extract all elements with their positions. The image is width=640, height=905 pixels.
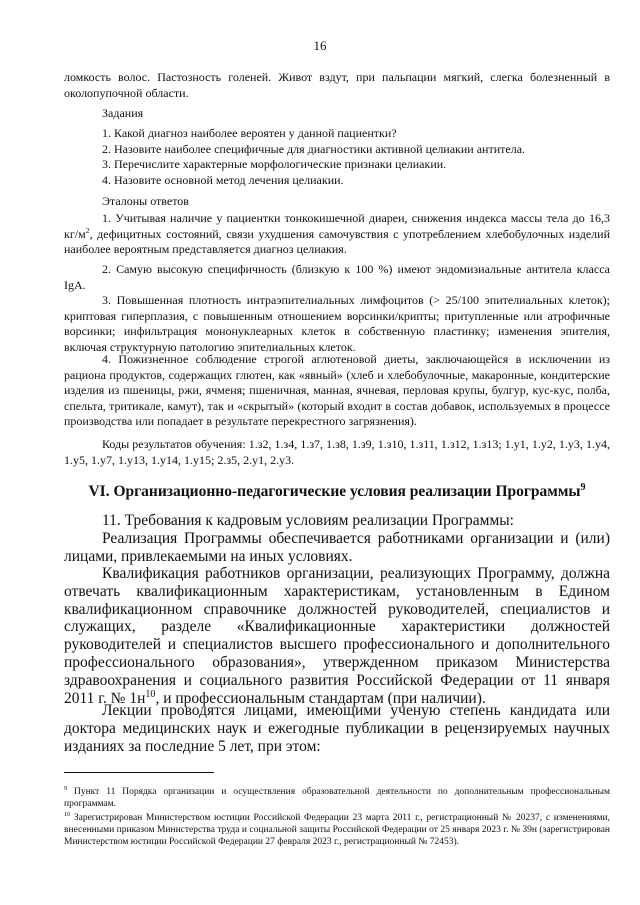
page-number: 16 [313, 38, 327, 53]
task-item: 3. Перечислите характерные морфологические признаки целиакии. [102, 157, 447, 171]
answer-1: 1. Учитывая наличие у пациентки тонкокишечной диареи, снижения индекса массы тела до 16,3 $кг/м^2$, дефицитных состояний, связи ухудшения самочувствия с употреблением хлебобулочных изделий наиболее вероятным представляется диагноз целиакия. [64, 211, 610, 256]
paragraph-lectures: Лекции проводятся лицами, имеющими ученую степень кандидата или доктора медицинских наук и ежегодные публикации в рецензируемых научных изданиях за последние 5 лет, при этом: [64, 702, 610, 755]
section-heading: VI. Организационно-педагогические условия реализации Программы$^9$ [88, 481, 586, 500]
task-item: 4. Назовите основной метод лечения целиакии. [102, 172, 344, 187]
footnote-separator [64, 772, 214, 773]
tasks-list [102, 126, 525, 188]
answer-4: 4. Пожизненное соблюдение строгой аглютеновой диеты, заключающейся в исключении из рациона продуктов, содержащих глютен, как «явный» (хлеб и хлебобулочные, макаронные, кондитерские изделия из пшеницы, ржи, ячменя; пшеничная, манная, ячневая, перловая крупы, булгур, кус-кус, полба, спельта, тритикале, камут), так и «скрытый» (который входит в состав добавок, используемых в процессе производства или попадает в результате перекрестного загрязнения). [64, 352, 610, 428]
tasks-title: Задания [102, 106, 144, 120]
footnote-9: $^9$ Пункт 11 Порядка организации и осуществления образовательной деятельности по дополнительным профессиональным программам. [64, 785, 610, 809]
paragraph-qualification: Квалификация работников организации, реализующих Программу, должна отвечать квалификационным характеристикам, установленным в Едином квалификационном справочнике должностей руководителей, специалистов и служащих, разделе «Квалификационные характеристики должностей руководителей и специалистов высшего профессионального и дополнительного профессионального образования», утвержденном приказом Министерства здравоохранения и социального развития Российской Федерации от 11 января 2011 г. № $1н^{10}$, и профессиональным стандартам (при наличии). [64, 565, 610, 707]
paragraph-implementation: Реализация Программы обеспечивается работниками организации и (или) лицами, привлекаемыми на иных условиях. [64, 530, 610, 565]
task-item: 2. Назовите наиболее специфичные для диагностики активной целиакии антитела. [102, 141, 526, 156]
answer-2: 2. Самую высокую специфичность (близкую к 100 %) имеют эндомизиальные антитела класса IgA. [64, 262, 610, 292]
case-description-tail: ломкость волос. Пастозность голеней. Живот вздут, при пальпации мягкий, слегка болезненный в околопупочной области. [64, 70, 610, 100]
learning-codes: Коды результатов обучения: 1.з2, 1.з4, 1.з7, 1.з8, 1.з9, 1.з10, 1.з11, 1.з12, 1.з13; 1.у1, 1.у2, 1.у3, 1.у4, 1.у5, 1.у7, 1.у13, 1.у14, 1.у15; 2.з5, 2.у1, 2.у3. [64, 437, 610, 467]
paragraph-11: 11. Требования к кадровым условиям реализации Программы: [102, 512, 514, 529]
task-item: 1. Какой диагноз наиболее вероятен у данной пациентки? [102, 126, 397, 140]
footnote-10: $^{10}$ Зарегистрирован Министерством юстиции Российской Федерации 23 марта 2011 г., регистрационный № 20237, с изменениями, внесенными приказом Министерства труда и социальной защиты Российской Федерации от 25 января 2023 г. № 39н (зарегистрирован Министерством юстиции Российской Федерации 27 февраля 2023 г., регистрационный № 72453). [64, 811, 610, 847]
answers-title: Эталоны ответов [102, 194, 189, 208]
answer-3: 3. Повышенная плотность интраэпителиальных лимфоцитов (> 25/100 эпителиальных клеток); криптовая гиперплазия, с повышенным отношением ворсинки/крипты; притупленные или атрофичные ворсинки; инфильтрация мононуклеарных клеток в собственную пластинку; изменения эпителия, включая структурную патологию эпителиальных клеток. [64, 293, 610, 354]
